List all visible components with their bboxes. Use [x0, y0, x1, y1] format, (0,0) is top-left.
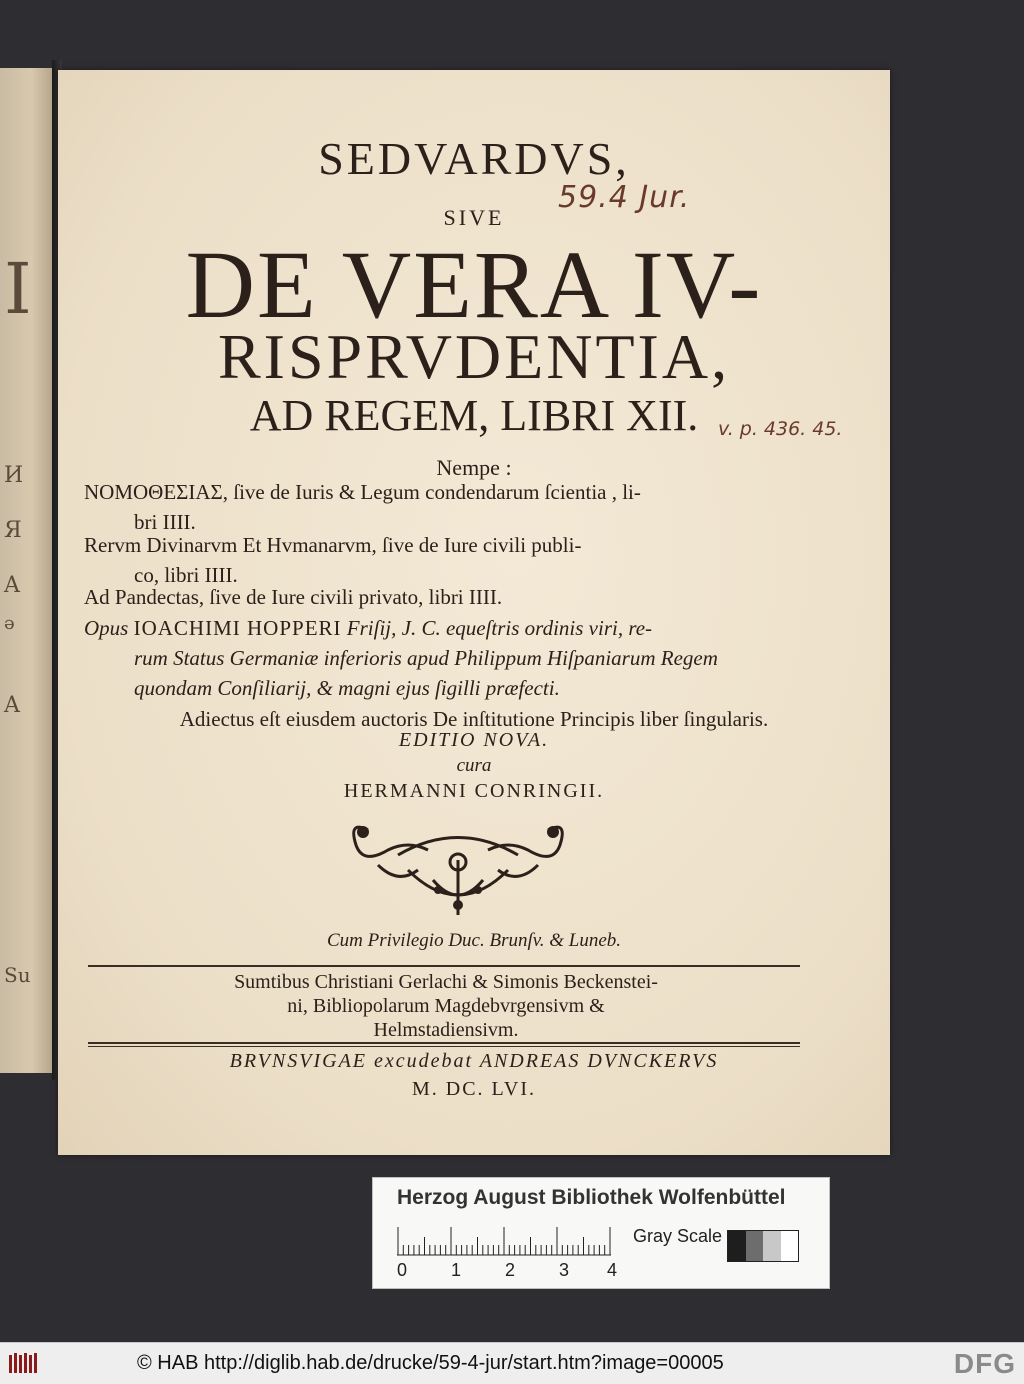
- rervm-line1: Rervm Divinarvm Et Hvmanarvm, ſive de Iure civili publi-: [84, 533, 582, 557]
- publication-year: M. DC. LVI.: [411, 1078, 537, 1100]
- title-risprudentia: RISPRVDENTIA,: [217, 321, 731, 392]
- opus-prefix: Opus: [84, 616, 129, 640]
- title-de-vera: DE VERA IV-: [185, 231, 763, 338]
- gray-swatch: [781, 1231, 799, 1261]
- privilege-line: Cum Privilegio Duc. Brunſv. & Luneb.: [326, 930, 622, 951]
- imprint-line3: Helmstadiensivm.: [373, 1019, 519, 1041]
- rervm-entry: [84, 530, 854, 590]
- ruler-icon: [397, 1226, 611, 1256]
- ruler-number: 0: [397, 1260, 408, 1280]
- imprint-line1: Sumtibus Christiani Gerlachi & Simonis Beckenstei-: [234, 971, 658, 993]
- ruler-number: 1: [451, 1260, 462, 1280]
- title-sedvardvs: SEDVARDVS,: [318, 133, 630, 184]
- nomothesias-line2: bri IIII.: [134, 510, 196, 534]
- printer-line: BRVNSVIGAE excudebat ANDREAS DVNCKERVS: [229, 1050, 719, 1072]
- left-fragment: Я: [4, 518, 22, 543]
- nomothesias-entry: [84, 477, 854, 537]
- cura-label: cura: [456, 755, 492, 776]
- title-page: [58, 70, 890, 1155]
- left-fragment: I: [4, 248, 32, 330]
- adiectus-line: Adiectus eſt eiusdem auctoris De inſtitutione Principis liber ſingularis.: [179, 707, 769, 731]
- printers-ornament-icon: [338, 810, 578, 920]
- imprint-line2: ni, Bibliopolarum Magdebvrgensivm &: [287, 995, 605, 1017]
- left-fragment: И: [4, 463, 24, 488]
- rervm-line2: co, libri IIII.: [134, 563, 238, 587]
- left-fragment: A: [4, 573, 20, 598]
- handwritten-shelfmark: 59.4 Jur.: [558, 180, 691, 215]
- gray-scale-swatches: [727, 1230, 799, 1262]
- editor-name: HERMANNI CONRINGII.: [343, 780, 605, 802]
- color-scale-card: [372, 1177, 830, 1289]
- ruler-number: 2: [505, 1260, 516, 1280]
- title-ad-regem: AD REGEM, LIBRI XII.: [249, 391, 699, 440]
- publisher-imprint: [86, 970, 806, 1042]
- adjacent-page-edge: [0, 68, 52, 1073]
- left-fragment: ə: [4, 613, 15, 634]
- opus-rest: Friſij, J. C. equeſtris ordinis viri, re-: [346, 616, 653, 640]
- gray-scale-label: Gray Scale: [633, 1226, 723, 1246]
- source-url[interactable]: © HAB http://diglib.hab.de/drucke/59-4-jur/start.htm?image=00005: [137, 1352, 724, 1374]
- divider-rule: [88, 965, 800, 967]
- gray-swatch: [763, 1231, 781, 1261]
- hab-logo-icon: [8, 1351, 38, 1375]
- opus-line2: rum Status Germaniæ inferioris apud Philippum Hiſpaniarum Regem: [134, 646, 718, 670]
- opus-line3: quondam Conſiliarij, & magni ejus ſigilli præfecti.: [134, 676, 560, 700]
- gray-swatch: [728, 1231, 746, 1261]
- footer-bar: [0, 1342, 1024, 1384]
- author-name: IOACHIMI HOPPERI: [133, 616, 342, 640]
- divider-rule: [88, 1042, 800, 1044]
- pandectas-entry: Ad Pandectas, ſive de Iure civili privato, libri IIII.: [84, 585, 503, 609]
- ruler-number: 4: [607, 1260, 618, 1280]
- left-fragment: A: [4, 693, 20, 718]
- opus-entry: [84, 613, 854, 703]
- ruler-number: 3: [559, 1260, 570, 1280]
- nempe-label: Nempe :: [436, 455, 512, 480]
- divider-rule: [88, 1046, 800, 1047]
- gray-swatch: [746, 1231, 764, 1261]
- dfg-logo: DFG: [953, 1348, 1016, 1379]
- title-sive: SIVE: [443, 205, 505, 230]
- left-fragment: Su: [4, 963, 31, 987]
- library-name: Herzog August Bibliothek Wolfenbüttel: [397, 1186, 786, 1209]
- handwritten-note: v. p. 436. 45.: [718, 418, 843, 440]
- editio-nova: EDITIO NOVA.: [398, 729, 550, 751]
- nomothesias-line1: ΝΟΜΟΘΕΣΙΑΣ, ſive de Iuris & Legum condendarum ſcientia , li-: [84, 480, 641, 504]
